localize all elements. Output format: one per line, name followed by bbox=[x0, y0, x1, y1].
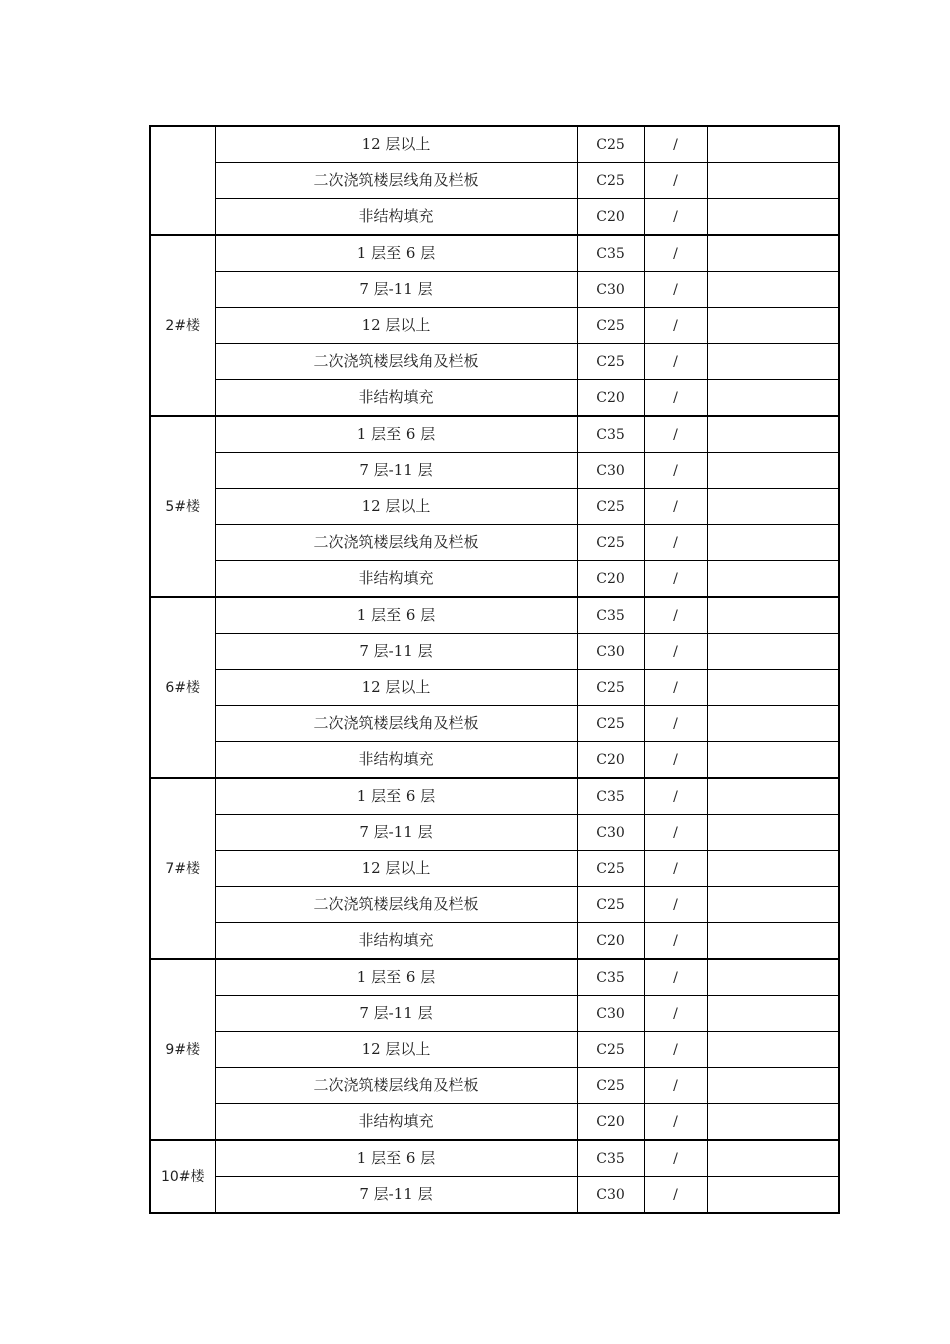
table-row bbox=[150, 1140, 839, 1177]
note-cell bbox=[707, 996, 839, 1032]
mark-cell: / bbox=[644, 851, 707, 887]
part-cell: 非结构填充 bbox=[215, 380, 577, 417]
table-row bbox=[150, 453, 839, 489]
grade-cell: C25 bbox=[577, 887, 644, 923]
table-row bbox=[150, 742, 839, 779]
grade-cell: C25 bbox=[577, 851, 644, 887]
mark-cell: / bbox=[644, 597, 707, 634]
building-cell: 6#楼 bbox=[150, 597, 215, 778]
table-row bbox=[150, 489, 839, 525]
note-cell bbox=[707, 1177, 839, 1214]
part-cell: 1 层至 6 层 bbox=[215, 959, 577, 996]
note-cell bbox=[707, 923, 839, 960]
part-cell: 7 层-11 层 bbox=[215, 453, 577, 489]
mark-cell: / bbox=[644, 561, 707, 598]
part-cell: 二次浇筑楼层线角及栏板 bbox=[215, 1068, 577, 1104]
table-row bbox=[150, 235, 839, 272]
concrete-grade-table bbox=[149, 125, 840, 1214]
note-cell bbox=[707, 778, 839, 815]
grade-cell: C35 bbox=[577, 959, 644, 996]
part-cell: 非结构填充 bbox=[215, 1104, 577, 1141]
table-row bbox=[150, 1177, 839, 1214]
grade-cell: C25 bbox=[577, 525, 644, 561]
mark-cell: / bbox=[644, 380, 707, 417]
table-row bbox=[150, 887, 839, 923]
part-cell: 非结构填充 bbox=[215, 742, 577, 779]
note-cell bbox=[707, 742, 839, 779]
building-cell: 5#楼 bbox=[150, 416, 215, 597]
mark-cell: / bbox=[644, 887, 707, 923]
mark-cell: / bbox=[644, 815, 707, 851]
grade-cell: C25 bbox=[577, 163, 644, 199]
table-row bbox=[150, 1032, 839, 1068]
note-cell bbox=[707, 489, 839, 525]
grade-cell: C35 bbox=[577, 1140, 644, 1177]
grade-cell: C20 bbox=[577, 199, 644, 236]
table-row bbox=[150, 163, 839, 199]
mark-cell: / bbox=[644, 126, 707, 163]
table-row bbox=[150, 670, 839, 706]
table-row bbox=[150, 923, 839, 960]
table-row bbox=[150, 344, 839, 380]
table-row bbox=[150, 525, 839, 561]
table-row bbox=[150, 597, 839, 634]
grade-cell: C25 bbox=[577, 670, 644, 706]
mark-cell: / bbox=[644, 453, 707, 489]
grade-cell: C20 bbox=[577, 561, 644, 598]
mark-cell: / bbox=[644, 778, 707, 815]
grade-cell: C30 bbox=[577, 1177, 644, 1214]
grade-cell: C25 bbox=[577, 1032, 644, 1068]
part-cell: 12 层以上 bbox=[215, 126, 577, 163]
note-cell bbox=[707, 887, 839, 923]
grade-cell: C35 bbox=[577, 235, 644, 272]
part-cell: 1 层至 6 层 bbox=[215, 597, 577, 634]
note-cell bbox=[707, 380, 839, 417]
table-row bbox=[150, 272, 839, 308]
part-cell: 1 层至 6 层 bbox=[215, 1140, 577, 1177]
note-cell bbox=[707, 126, 839, 163]
grade-cell: C30 bbox=[577, 996, 644, 1032]
table-row bbox=[150, 199, 839, 236]
part-cell: 7 层-11 层 bbox=[215, 634, 577, 670]
grade-cell: C25 bbox=[577, 489, 644, 525]
grade-cell: C25 bbox=[577, 126, 644, 163]
note-cell bbox=[707, 525, 839, 561]
part-cell: 7 层-11 层 bbox=[215, 272, 577, 308]
mark-cell: / bbox=[644, 1140, 707, 1177]
part-cell: 1 层至 6 层 bbox=[215, 416, 577, 453]
mark-cell: / bbox=[644, 959, 707, 996]
part-cell: 7 层-11 层 bbox=[215, 815, 577, 851]
part-cell: 二次浇筑楼层线角及栏板 bbox=[215, 344, 577, 380]
mark-cell: / bbox=[644, 1032, 707, 1068]
note-cell bbox=[707, 634, 839, 670]
grade-cell: C25 bbox=[577, 308, 644, 344]
note-cell bbox=[707, 670, 839, 706]
grade-cell: C25 bbox=[577, 706, 644, 742]
mark-cell: / bbox=[644, 416, 707, 453]
mark-cell: / bbox=[644, 923, 707, 960]
note-cell bbox=[707, 597, 839, 634]
grade-cell: C20 bbox=[577, 1104, 644, 1141]
mark-cell: / bbox=[644, 344, 707, 380]
mark-cell: / bbox=[644, 489, 707, 525]
building-cell: 2#楼 bbox=[150, 235, 215, 416]
note-cell bbox=[707, 706, 839, 742]
grade-cell: C25 bbox=[577, 1068, 644, 1104]
part-cell: 12 层以上 bbox=[215, 670, 577, 706]
mark-cell: / bbox=[644, 199, 707, 236]
part-cell: 二次浇筑楼层线角及栏板 bbox=[215, 525, 577, 561]
mark-cell: / bbox=[644, 706, 707, 742]
grade-cell: C30 bbox=[577, 272, 644, 308]
table-row bbox=[150, 959, 839, 996]
mark-cell: / bbox=[644, 670, 707, 706]
note-cell bbox=[707, 815, 839, 851]
note-cell bbox=[707, 163, 839, 199]
part-cell: 1 层至 6 层 bbox=[215, 235, 577, 272]
note-cell bbox=[707, 308, 839, 344]
part-cell: 12 层以上 bbox=[215, 489, 577, 525]
note-cell bbox=[707, 235, 839, 272]
table-row bbox=[150, 561, 839, 598]
grade-cell: C30 bbox=[577, 634, 644, 670]
part-cell: 二次浇筑楼层线角及栏板 bbox=[215, 887, 577, 923]
mark-cell: / bbox=[644, 163, 707, 199]
grade-cell: C25 bbox=[577, 344, 644, 380]
grade-cell: C35 bbox=[577, 597, 644, 634]
grade-cell: C20 bbox=[577, 742, 644, 779]
grade-cell: C35 bbox=[577, 778, 644, 815]
mark-cell: / bbox=[644, 742, 707, 779]
part-cell: 非结构填充 bbox=[215, 923, 577, 960]
part-cell: 非结构填充 bbox=[215, 561, 577, 598]
note-cell bbox=[707, 851, 839, 887]
note-cell bbox=[707, 1068, 839, 1104]
building-cell bbox=[150, 126, 215, 235]
part-cell: 1 层至 6 层 bbox=[215, 778, 577, 815]
mark-cell: / bbox=[644, 996, 707, 1032]
table-row bbox=[150, 778, 839, 815]
part-cell: 二次浇筑楼层线角及栏板 bbox=[215, 706, 577, 742]
part-cell: 二次浇筑楼层线角及栏板 bbox=[215, 163, 577, 199]
mark-cell: / bbox=[644, 1177, 707, 1214]
note-cell bbox=[707, 959, 839, 996]
mark-cell: / bbox=[644, 308, 707, 344]
part-cell: 12 层以上 bbox=[215, 1032, 577, 1068]
table-row bbox=[150, 308, 839, 344]
building-cell: 9#楼 bbox=[150, 959, 215, 1140]
part-cell: 7 层-11 层 bbox=[215, 1177, 577, 1214]
table-row bbox=[150, 126, 839, 163]
table-row bbox=[150, 851, 839, 887]
mark-cell: / bbox=[644, 1068, 707, 1104]
table-row bbox=[150, 634, 839, 670]
mark-cell: / bbox=[644, 634, 707, 670]
note-cell bbox=[707, 1104, 839, 1141]
table-row bbox=[150, 996, 839, 1032]
part-cell: 7 层-11 层 bbox=[215, 996, 577, 1032]
grade-cell: C30 bbox=[577, 815, 644, 851]
note-cell bbox=[707, 453, 839, 489]
concrete-grade-table-page bbox=[149, 125, 838, 1214]
grade-cell: C20 bbox=[577, 923, 644, 960]
note-cell bbox=[707, 272, 839, 308]
note-cell bbox=[707, 199, 839, 236]
mark-cell: / bbox=[644, 235, 707, 272]
note-cell bbox=[707, 344, 839, 380]
note-cell bbox=[707, 1140, 839, 1177]
table-row bbox=[150, 380, 839, 417]
grade-cell: C30 bbox=[577, 453, 644, 489]
mark-cell: / bbox=[644, 525, 707, 561]
mark-cell: / bbox=[644, 272, 707, 308]
grade-cell: C20 bbox=[577, 380, 644, 417]
note-cell bbox=[707, 416, 839, 453]
table-row bbox=[150, 1104, 839, 1141]
part-cell: 非结构填充 bbox=[215, 199, 577, 236]
note-cell bbox=[707, 561, 839, 598]
building-cell: 10#楼 bbox=[150, 1140, 215, 1213]
grade-cell: C35 bbox=[577, 416, 644, 453]
note-cell bbox=[707, 1032, 839, 1068]
table-row bbox=[150, 416, 839, 453]
table-row bbox=[150, 1068, 839, 1104]
table-body bbox=[150, 126, 839, 1213]
building-cell: 7#楼 bbox=[150, 778, 215, 959]
part-cell: 12 层以上 bbox=[215, 308, 577, 344]
mark-cell: / bbox=[644, 1104, 707, 1141]
part-cell: 12 层以上 bbox=[215, 851, 577, 887]
table-row bbox=[150, 815, 839, 851]
table-row bbox=[150, 706, 839, 742]
